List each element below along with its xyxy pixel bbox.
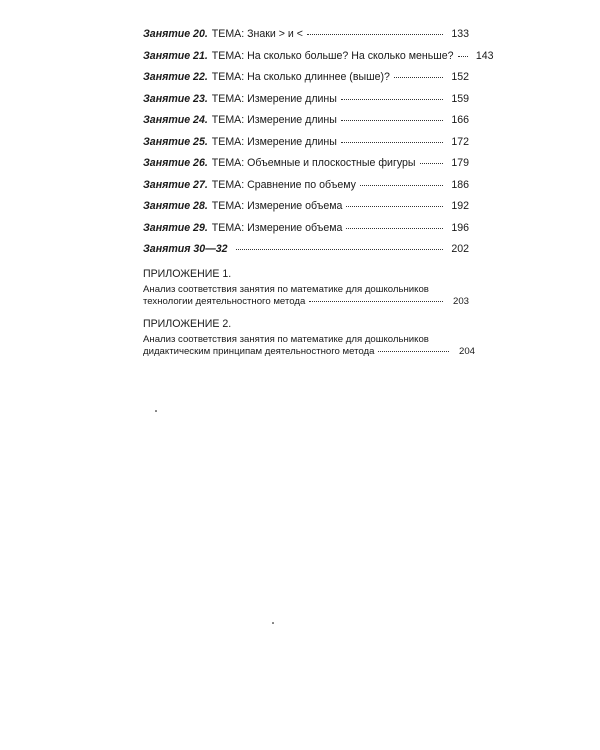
- dot-leader: [346, 205, 443, 207]
- lesson-number: Занятие 21.: [143, 49, 208, 62]
- toc-entry-appendix-1: [143, 268, 469, 310]
- dot-leader: [341, 98, 443, 100]
- page-number: 133: [451, 28, 469, 40]
- page-number: 143: [475, 49, 494, 62]
- toc-entry-lesson-22: [143, 71, 469, 93]
- lesson-title: ТЕМА: Измерение объема: [211, 200, 343, 212]
- lesson-number: Занятие 23.: [143, 92, 208, 105]
- toc-entry-lesson-21: [143, 49, 494, 72]
- appendix-description-end: дидактическим принципам деятельностного метода: [143, 345, 375, 357]
- page-number: 172: [451, 135, 469, 148]
- dot-leader: [360, 184, 443, 186]
- appendix-description: Анализ соответствия занятия по математике для дошкольников: [143, 283, 429, 295]
- page-number: 196: [451, 221, 469, 234]
- page-number: 204: [458, 345, 475, 357]
- page-number: 202: [451, 243, 469, 255]
- dot-leader: [346, 227, 443, 229]
- page-number: 179: [451, 157, 469, 169]
- dot-leader: [378, 350, 449, 352]
- toc-entry-lessons-30-32: [143, 243, 469, 265]
- dot-leader: [307, 33, 443, 35]
- dot-leader: [458, 55, 468, 57]
- dot-leader: [341, 119, 443, 121]
- dot-leader: [394, 76, 443, 78]
- lesson-number: Занятие 29.: [143, 221, 208, 234]
- lesson-number: Занятие 26.: [143, 157, 208, 169]
- toc-entry-lesson-28: [143, 200, 469, 222]
- lesson-title: ТЕМА: На сколько больше? На сколько меньше?: [211, 49, 454, 62]
- lesson-number: Занятие 20.: [143, 28, 208, 40]
- toc-entry-lesson-23: [143, 93, 469, 115]
- scan-speck: [272, 622, 274, 624]
- appendix-heading: ПРИЛОЖЕНИЕ 2.: [143, 317, 232, 330]
- lesson-title: ТЕМА: Измерение длины: [211, 135, 337, 148]
- lesson-title: ТЕМА: Объемные и плоскостные фигуры: [211, 157, 416, 169]
- page-number: 186: [451, 178, 469, 191]
- lesson-title: ТЕМА: На сколько длиннее (выше)?: [211, 71, 390, 83]
- lesson-title: ТЕМА: Измерение длины: [211, 92, 337, 105]
- dot-leader: [309, 300, 443, 302]
- toc-entry-appendix-2: [143, 318, 475, 360]
- toc-entry-lesson-20: [143, 28, 469, 50]
- toc-entry-lesson-29: [143, 222, 469, 244]
- lesson-number: Занятие 28.: [143, 200, 208, 212]
- page-number: 159: [451, 92, 469, 105]
- dot-leader: [236, 248, 443, 250]
- page-number: 192: [451, 200, 469, 212]
- lesson-title: ТЕМА: Знаки > и <: [211, 28, 303, 40]
- lesson-number: Занятие 24.: [143, 114, 208, 126]
- lesson-number: Занятие 27.: [143, 178, 208, 191]
- page-number: 203: [452, 295, 469, 307]
- page-number: 166: [451, 114, 469, 126]
- table-of-contents: [143, 28, 494, 360]
- toc-entry-lesson-26: [143, 157, 469, 179]
- page-number: 152: [451, 71, 469, 83]
- appendix-heading: ПРИЛОЖЕНИЕ 1.: [143, 267, 232, 280]
- lesson-title: ТЕМА: Измерение объема: [211, 221, 343, 234]
- scan-speck: [155, 410, 157, 412]
- lesson-number: Занятия 30—32: [143, 243, 228, 255]
- lesson-title: ТЕМА: Сравнение по объему: [211, 178, 356, 191]
- toc-entry-lesson-24: [143, 114, 469, 136]
- dot-leader: [341, 141, 443, 143]
- dot-leader: [420, 162, 443, 164]
- toc-entry-lesson-25: [143, 136, 469, 158]
- toc-entry-lesson-27: [143, 179, 469, 201]
- appendix-description: Анализ соответствия занятия по математике для дошкольников: [143, 333, 429, 345]
- lesson-number: Занятие 25.: [143, 135, 208, 148]
- appendix-description-end: технологии деятельностного метода: [143, 295, 306, 307]
- lesson-number: Занятие 22.: [143, 71, 208, 83]
- lesson-title: ТЕМА: Измерение длины: [211, 114, 337, 126]
